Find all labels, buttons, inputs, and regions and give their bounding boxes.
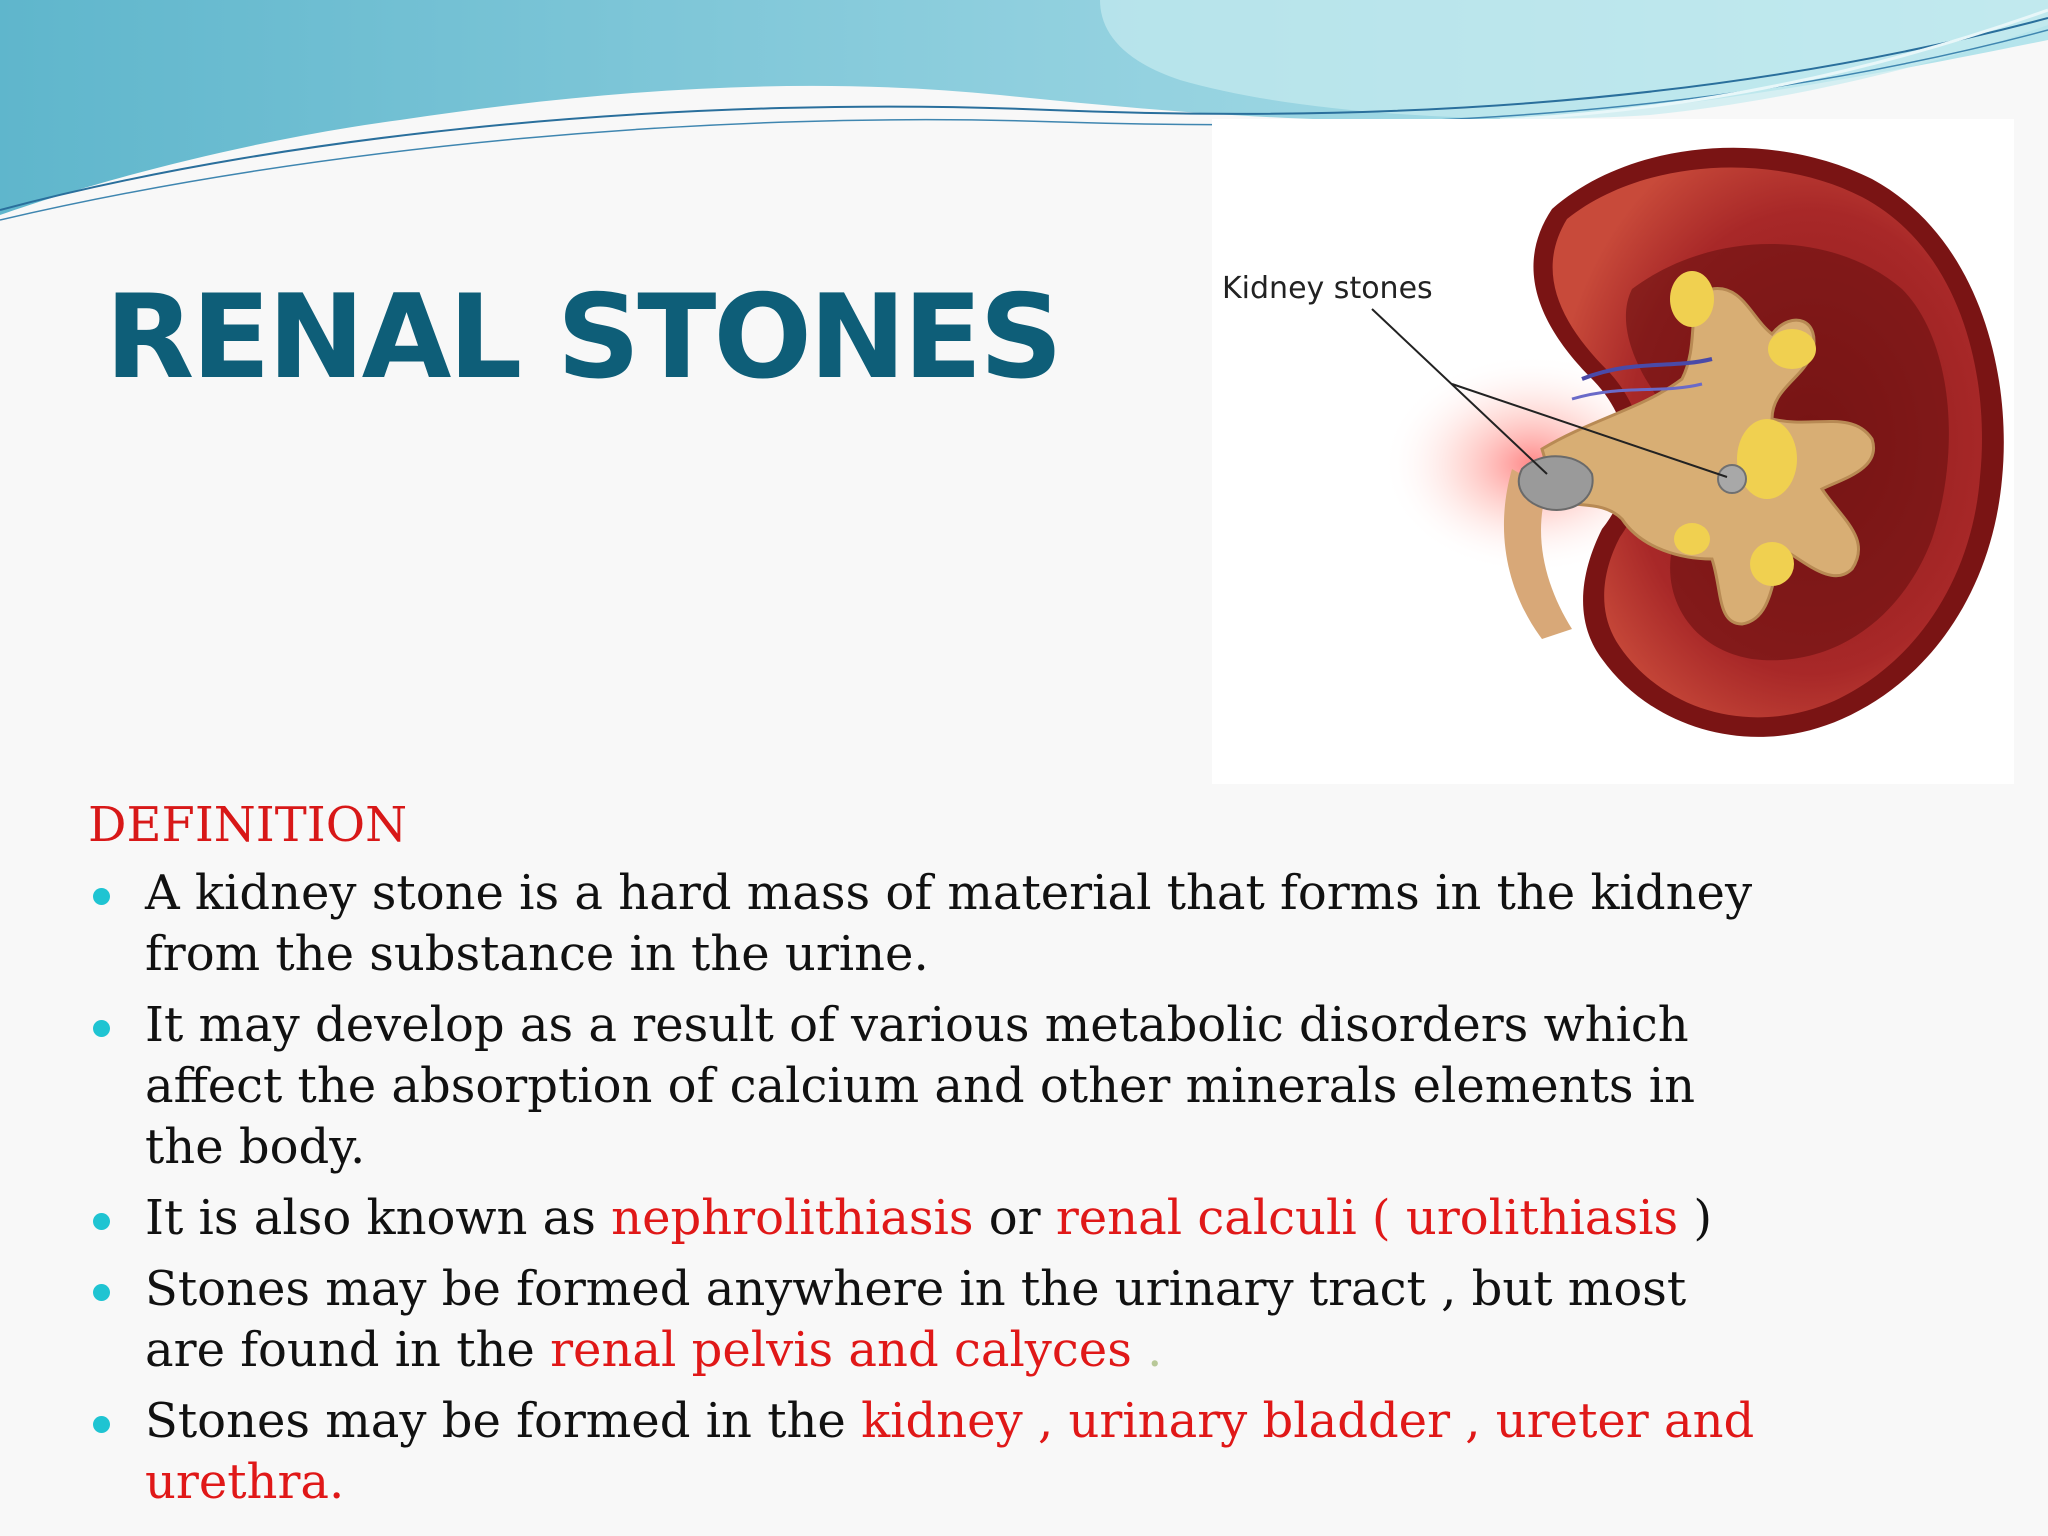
list-item: It may develop as a result of various metabolic disorders which affect the absorption of calcium and other minerals elements in the body. [88,995,1768,1178]
list-item: Stones may be formed anywhere in the urinary tract , but most are found in the renal pelvis and calyces . [88,1259,1768,1381]
list-item: It is also known as nephrolithiasis or renal calculi ( urolithiasis ) [88,1188,1768,1249]
bullet-icon [93,1020,110,1037]
definition-heading: DEFINITION [88,797,408,853]
kidney-stones-label: Kidney stones [1222,271,1433,306]
slide-title: RENAL STONES [105,270,1060,405]
bullet-icon [93,1213,110,1230]
list-item: Stones may be formed in the kidney , urinary bladder , ureter and urethra. [88,1391,1768,1513]
highlight-term: kidney , urinary bladder , ureter and urethra. [145,1393,1755,1510]
bullet-icon [93,1284,110,1301]
highlight-term: nephrolithiasis [611,1190,974,1246]
list-item: A kidney stone is a hard mass of material that forms in the kidney from the substance in the urine. [88,863,1768,985]
bullet-icon [93,888,110,905]
highlight-term: renal calculi ( urolithiasis [1055,1190,1679,1246]
bullet-icon [93,1416,110,1433]
definition-section [88,795,1768,1523]
bullet-list [88,863,1768,1513]
highlight-term: renal pelvis and calyces [550,1322,1132,1378]
kidney-icon [1212,119,2014,784]
kidney-illustration [1212,119,2014,784]
